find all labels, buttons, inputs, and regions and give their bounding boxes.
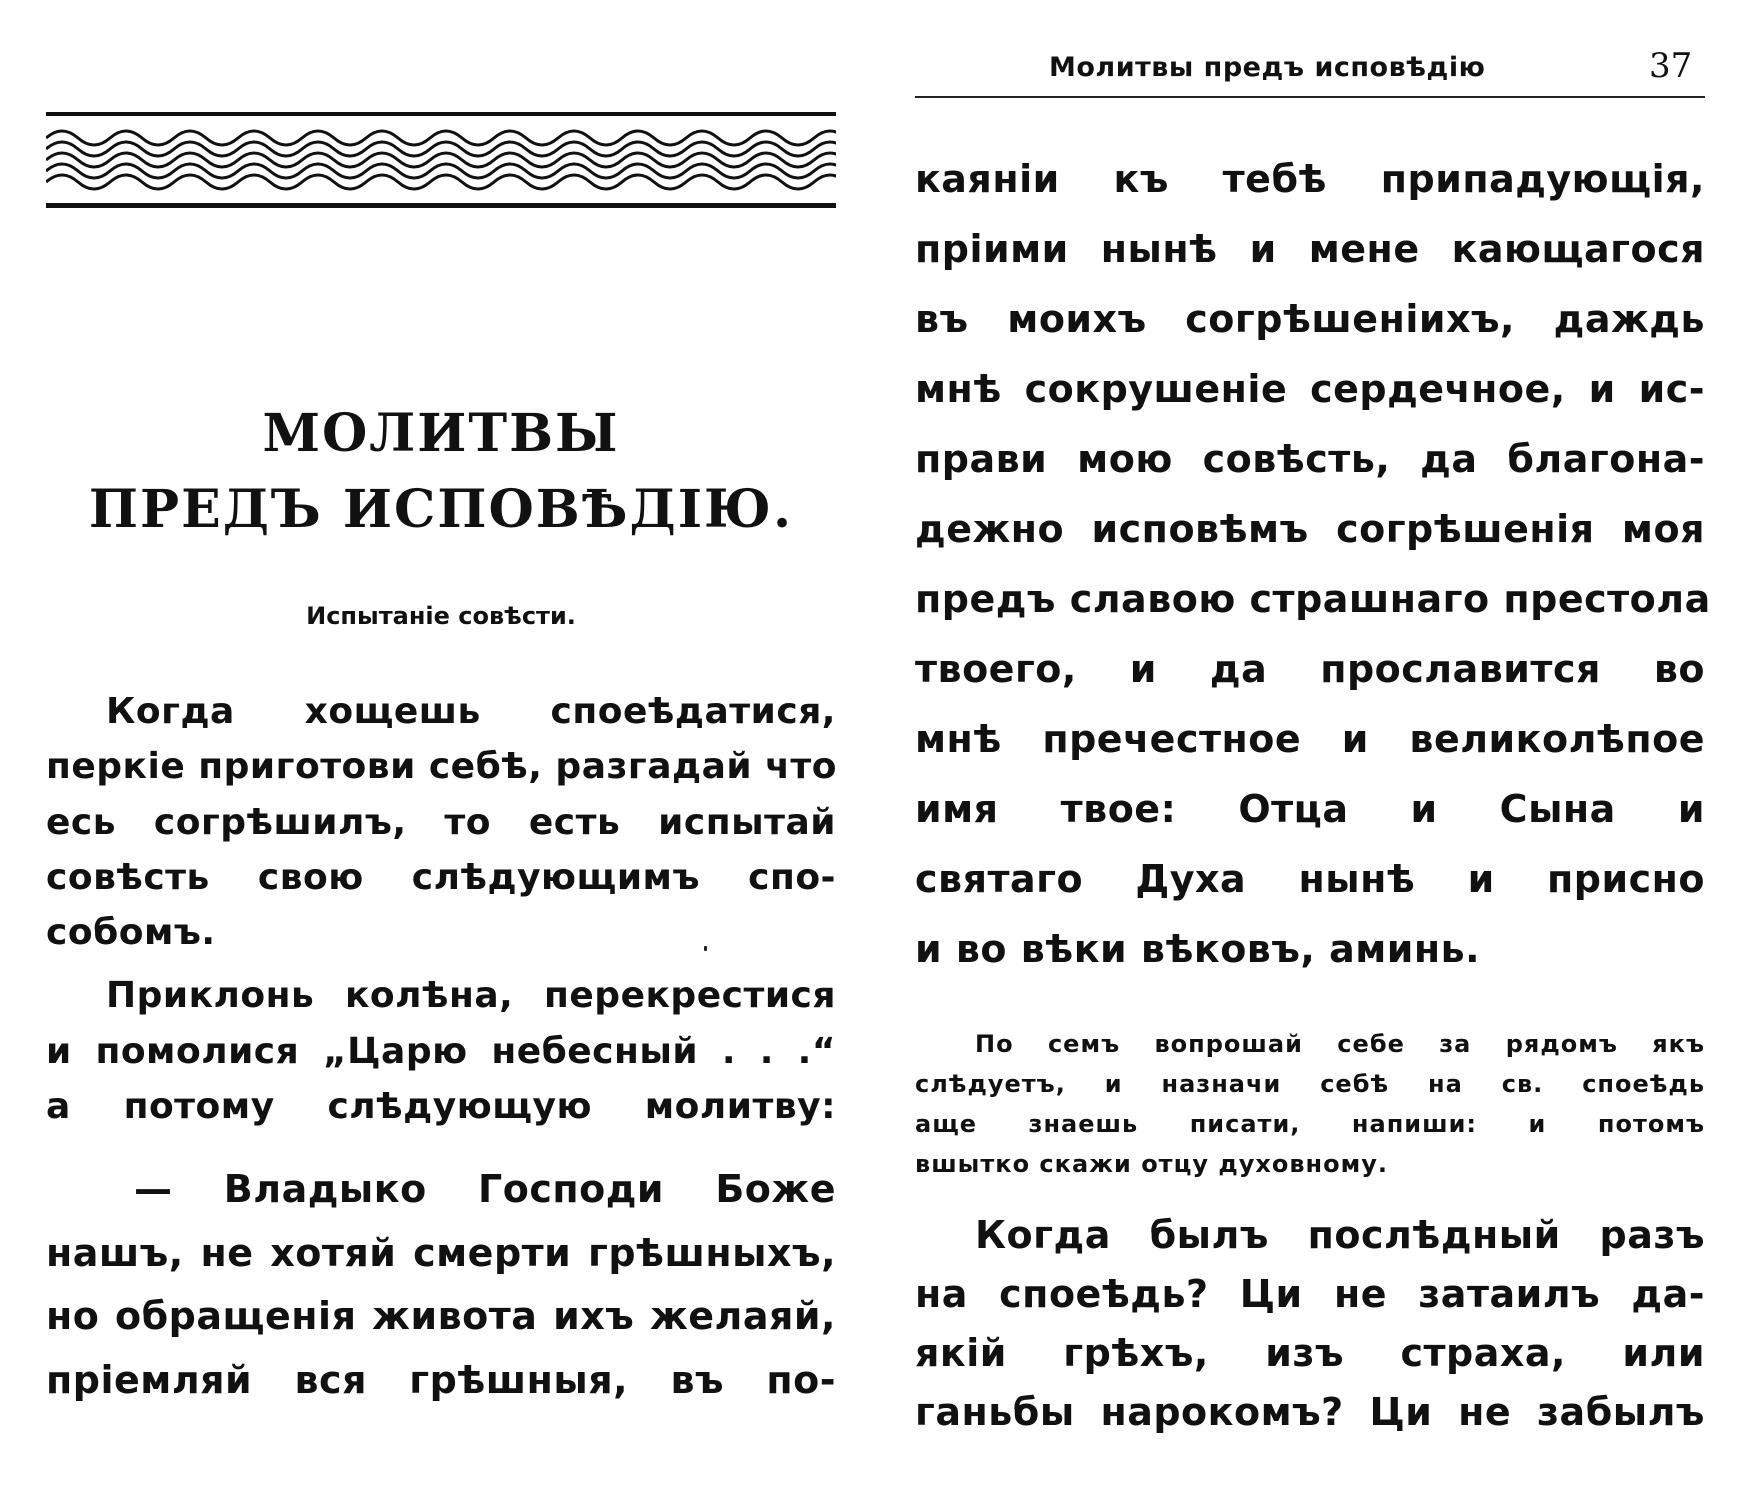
print-speck xyxy=(704,946,707,951)
prayer-line: нашъ, не хотяй смерти грѣшныхъ, xyxy=(46,1231,836,1275)
text-line: а потому слѣдующую молитву: xyxy=(46,1086,836,1127)
text-line: Когда хощешь споеѣдатися, xyxy=(106,691,836,732)
text-line: совѣсть свою слѣдующимъ спо- xyxy=(46,857,836,898)
prayer-line: твоего, и да прославится во xyxy=(915,647,1705,691)
prayer-line: святаго Духа нынѣ и присно xyxy=(915,857,1705,901)
section-subtitle: Испытаніе совѣсти. xyxy=(306,602,576,630)
prayer-line: дежно исповѣмъ согрѣшенія моя xyxy=(915,507,1705,551)
running-head: Молитвы предъ исповѣдію xyxy=(1049,52,1486,83)
prayer-line: имя твое: Отца и Сына и xyxy=(915,787,1705,831)
prayer-line: мнѣ сокрушеніе сердечное, и ис- xyxy=(915,367,1705,411)
prayer-line: мнѣ пречестное и великолѣпое xyxy=(915,717,1705,761)
text-line: собомъ. xyxy=(46,912,216,953)
instruction-line: аще знаешь писати, напиши: и потомъ xyxy=(915,1110,1705,1138)
instruction-line: вшытко скажи отцу духовному. xyxy=(915,1150,1389,1178)
right-page xyxy=(871,0,1742,1500)
instruction-line: По семъ вопрошай себе за рядомъ якъ xyxy=(975,1030,1705,1058)
text-line: перкіе приготови себѣ, разгадай что xyxy=(46,746,837,787)
text-line: Когда былъ послѣдный разъ xyxy=(975,1213,1705,1257)
text-line: и помолися „Царю небесный . . .“ xyxy=(46,1031,836,1072)
prayer-line: и во вѣки вѣковъ, аминь. xyxy=(915,927,1481,971)
header-rule xyxy=(915,96,1705,98)
text-line: на споеѣдь? Ци не затаилъ да- xyxy=(915,1272,1705,1316)
prayer-line: въ моихъ согрѣшеніихъ, даждь xyxy=(915,297,1705,341)
prayer-line: предъ славою страшнаго престола xyxy=(915,577,1711,621)
prayer-line: но обращенія живота ихъ желаяй, xyxy=(46,1294,836,1338)
chapter-title-line-2: ПРЕДЪ ИСПОВѢДІЮ. xyxy=(88,479,794,540)
prayer-line: каяніи къ тебѣ припадующія, xyxy=(915,157,1705,201)
page-number: 37 xyxy=(1649,46,1693,86)
prayer-line: — Владыко Господи Боже xyxy=(134,1167,836,1211)
text-line: Приклонь колѣна, перекрестися xyxy=(106,975,836,1016)
instruction-line: слѣдуетъ, и назначи себѣ на св. споеѣдь xyxy=(915,1070,1705,1098)
prayer-line: пріими нынѣ и мене кающагося xyxy=(915,227,1705,271)
text-line: якій грѣхъ, изъ страха, или xyxy=(915,1331,1705,1375)
chapter-title-line-1: МОЛИТВЫ xyxy=(262,403,620,464)
text-line: ганьбы нарокомъ? Ци не забылъ xyxy=(915,1390,1705,1434)
prayer-line: пріемляй вся грѣшныя, въ по- xyxy=(46,1358,836,1402)
prayer-line: прави мою совѣсть, да благона- xyxy=(915,437,1705,481)
text-line: есь согрѣшилъ, то есть испытай xyxy=(46,802,836,843)
wave-ornament-header xyxy=(46,112,836,208)
